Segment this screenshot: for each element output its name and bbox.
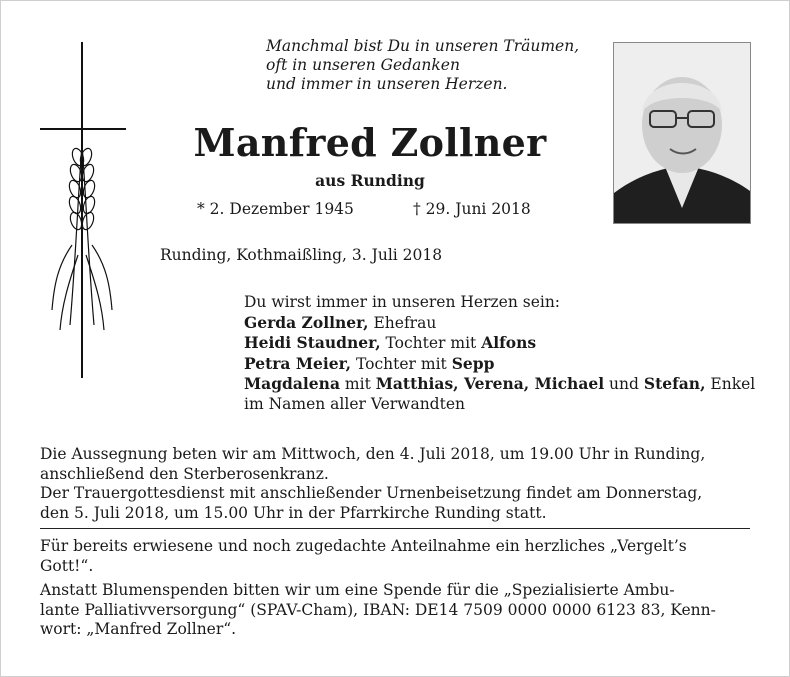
mourners-closing: im Namen aller Verwandten xyxy=(244,394,465,413)
mourner-connector: und xyxy=(604,375,644,393)
text-line: Anstatt Blumenspenden bitten wir um eine Spende für die „Spezialisierte Ambu- xyxy=(40,581,675,599)
mourner-relation: Enkel xyxy=(705,375,756,393)
mourner-connector: mit xyxy=(339,375,376,393)
mourner-name: Heidi Staudner, xyxy=(244,333,381,352)
mourner-line xyxy=(244,313,755,334)
wheat-icon xyxy=(48,135,118,335)
mourner-name: Petra Meier, xyxy=(244,353,352,373)
text-line: Gott!“. xyxy=(40,556,94,575)
mourner-relation: Ehefrau xyxy=(368,313,437,332)
poem-line: Manchmal bist Du in unseren Träumen, xyxy=(266,37,580,55)
mourner-line xyxy=(244,333,755,354)
text-line: den 5. Juli 2018, um 15.00 Uhr in der Pfarrkirche Runding statt. xyxy=(40,503,547,522)
poem xyxy=(266,37,586,94)
donation-paragraph xyxy=(40,581,752,640)
mourner-line xyxy=(244,374,755,395)
mourner-name: Magdalena xyxy=(244,374,340,393)
death-date: † 29. Juni 2018 xyxy=(413,200,531,218)
funeral-details xyxy=(40,445,752,523)
poem-line: oft in unseren Gedanken xyxy=(266,56,460,74)
text-line: anschließend den Sterberosenkranz. xyxy=(40,464,329,483)
portrait-photo xyxy=(613,42,751,224)
text-line: lante Palliativversorgung“ (SPAV-Cham), IBAN: DE14 7509 0000 0000 6123 83, Kenn- xyxy=(40,600,716,619)
cross-horizontal-bar xyxy=(40,128,126,130)
mourner-line xyxy=(244,354,755,375)
mourner-relation: Tochter mit xyxy=(351,354,452,373)
mourners-intro: Du wirst immer in unseren Herzen sein: xyxy=(244,293,561,311)
mourners-list xyxy=(244,293,755,414)
deceased-hometown: aus Runding xyxy=(315,171,425,190)
mourner-name: Gerda Zollner, xyxy=(244,312,369,332)
deceased-name: Manfred Zollner xyxy=(193,120,547,165)
poem-line: und immer in unseren Herzen. xyxy=(266,75,508,93)
divider xyxy=(40,528,750,529)
text-line: Der Trauergottesdienst mit anschließender Urnenbeisetzung findet am Donnerstag, xyxy=(40,484,703,502)
mourner-name: Stefan, xyxy=(643,374,706,393)
mourner-partner: Sepp xyxy=(451,353,495,373)
mourner-name: Matthias, Verena, Michael xyxy=(375,374,605,393)
place-date: Runding, Kothmaißling, 3. Juli 2018 xyxy=(160,246,443,264)
text-line: Die Aussegnung beten wir am Mittwoch, den 4. Juli 2018, um 19.00 Uhr in Runding, xyxy=(40,445,706,463)
thanks-paragraph xyxy=(40,537,752,576)
mourner-relation: Tochter mit xyxy=(380,334,482,352)
birth-date: * 2. Dezember 1945 xyxy=(197,200,354,218)
text-line: Für bereits erwiesene und noch zugedachte Anteilnahme ein herzliches „Vergelt’s xyxy=(40,537,687,555)
text-line: wort: „Manfred Zollner“. xyxy=(40,620,237,638)
mourner-partner: Alfons xyxy=(481,333,537,352)
